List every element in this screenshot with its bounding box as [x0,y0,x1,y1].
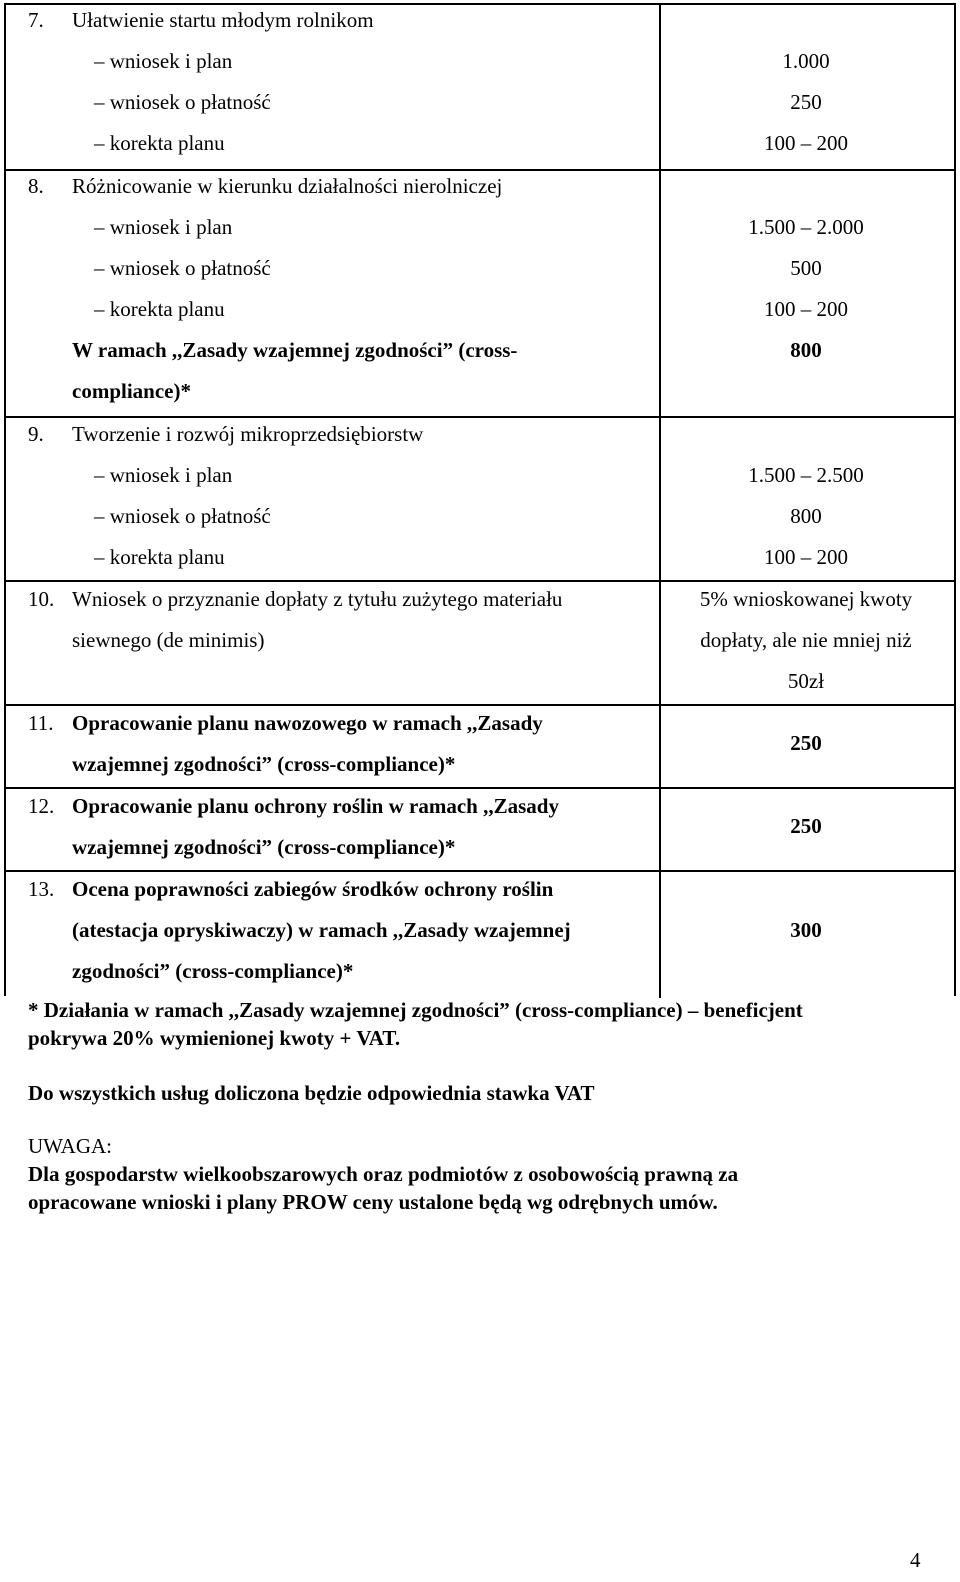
row-number: 9. [28,422,44,446]
row-number: 11. [28,711,54,735]
cross-compliance-label-cont: compliance)* [72,379,191,403]
row-value: 300 [790,918,822,942]
table-row-13 [6,870,954,996]
row-title-cont: siewnego (de minimis) [72,628,265,652]
row-title: Opracowanie planu nawozowego w ramach ,,Zasady [72,711,543,735]
item-value: 250 [790,90,822,114]
item-label: – wniosek o płatność [94,90,271,114]
item-label: – korekta planu [94,131,225,155]
item-value: 800 [790,504,822,528]
item-label: – wniosek i plan [94,463,233,487]
page-number: 4 [910,1548,921,1572]
footnote-line-1: * Działania w ramach ,,Zasady wzajemnej zgodności” (cross-compliance) – beneficjent [28,998,803,1022]
row-title-cont: wzajemnej zgodności” (cross-compliance)* [72,835,456,859]
item-value: 100 – 200 [764,131,848,155]
vat-note: Do wszystkich usług doliczona będzie odpowiednia stawka VAT [28,1081,595,1105]
item-value: 1.500 – 2.000 [748,215,864,239]
row-number: 7. [28,8,44,32]
item-value: 100 – 200 [764,297,848,321]
table-row-12 [6,787,954,872]
row-number: 13. [28,877,55,901]
value-line: 50zł [787,669,825,693]
item-label: – wniosek o płatność [94,256,271,280]
row-title-cont: (atestacja opryskiwaczy) w ramach ,,Zasady wzajemnej [72,918,571,942]
row-number: 10. [28,587,55,611]
item-value: 500 [790,256,822,280]
row-value: 250 [790,731,822,755]
row-title: Opracowanie planu ochrony roślin w ramach ,,Zasady [72,794,559,818]
row-title: Wniosek o przyznanie dopłaty z tytułu zużytego materiału [72,587,563,611]
cross-compliance-value: 800 [790,338,822,362]
table-row-11 [6,704,954,789]
row-title-cont: zgodności” (cross-compliance)* [72,959,354,983]
footnote-line-2: pokrywa 20% wymienionej kwoty + VAT. [28,1026,401,1050]
table-row-10 [6,580,954,706]
item-label: – korekta planu [94,545,225,569]
row-title: Ocena poprawności zabiegów środków ochrony roślin [72,877,554,901]
table-row-8 [6,169,954,418]
item-value: 1.000 [782,49,830,73]
value-line: 5% wnioskowanej kwoty [699,587,913,611]
row-title-cont: wzajemnej zgodności” (cross-compliance)* [72,752,456,776]
row-value: 250 [790,814,822,838]
table-row-7 [6,5,954,171]
warning-heading: UWAGA: [28,1134,112,1158]
table-row-9 [6,416,954,582]
item-label: – korekta planu [94,297,225,321]
item-label: – wniosek o płatność [94,504,271,528]
row-title: Tworzenie i rozwój mikroprzedsiębiorstw [72,422,424,446]
item-label: – wniosek i plan [94,49,233,73]
price-table [4,3,956,996]
warning-line-1: Dla gospodarstw wielkoobszarowych oraz podmiotów z osobowością prawną za [28,1162,739,1186]
row-number: 12. [28,794,55,818]
row-title: Ułatwienie startu młodym rolnikom [72,8,374,32]
cross-compliance-label: W ramach ,,Zasady wzajemnej zgodności” (cross- [72,338,518,362]
value-line: dopłaty, ale nie mniej niż [700,628,912,652]
item-value: 1.500 – 2.500 [748,463,864,487]
row-number: 8. [28,174,44,198]
row-title: Różnicowanie w kierunku działalności nierolniczej [72,174,503,198]
item-label: – wniosek i plan [94,215,233,239]
warning-line-2: opracowane wnioski i plany PROW ceny ustalone będą wg odrębnych umów. [28,1190,718,1214]
item-value: 100 – 200 [764,545,848,569]
